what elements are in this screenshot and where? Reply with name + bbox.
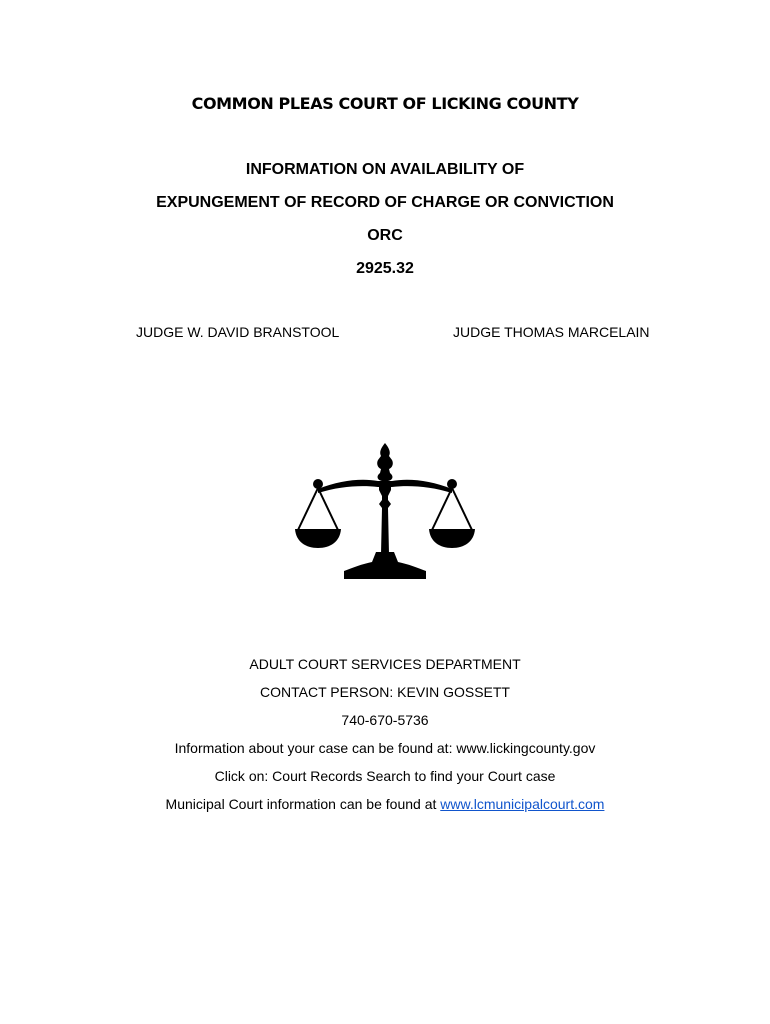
municipal-court-link[interactable]: www.lcmunicipalcourt.com — [440, 796, 605, 812]
court-title: COMMON PLEAS COURT OF LICKING COUNTY — [191, 94, 579, 113]
judge-left: JUDGE W. DAVID BRANSTOOL — [136, 324, 340, 340]
judge-right: JUDGE THOMAS MARCELAIN — [453, 324, 650, 340]
municipal-court-line — [0, 796, 770, 812]
heading-line-4: 2925.32 — [356, 260, 414, 277]
scales-of-justice-icon — [290, 440, 480, 582]
heading-line-3: ORC — [367, 227, 403, 244]
case-info-line: Information about your case can be found at: www.lickingcounty.gov — [174, 740, 596, 756]
heading-line-2: EXPUNGEMENT OF RECORD OF CHARGE OR CONVICTION — [156, 194, 614, 211]
department-line: ADULT COURT SERVICES DEPARTMENT — [249, 656, 521, 672]
municipal-court-text: Municipal Court information can be found at — [165, 796, 441, 812]
heading-line-1: INFORMATION ON AVAILABILITY OF — [245, 161, 525, 178]
contact-person-line: CONTACT PERSON: KEVIN GOSSETT — [260, 684, 510, 700]
phone-number: 740-670-5736 — [341, 712, 429, 728]
records-search-line: Click on: Court Records Search to find your Court case — [214, 768, 556, 784]
